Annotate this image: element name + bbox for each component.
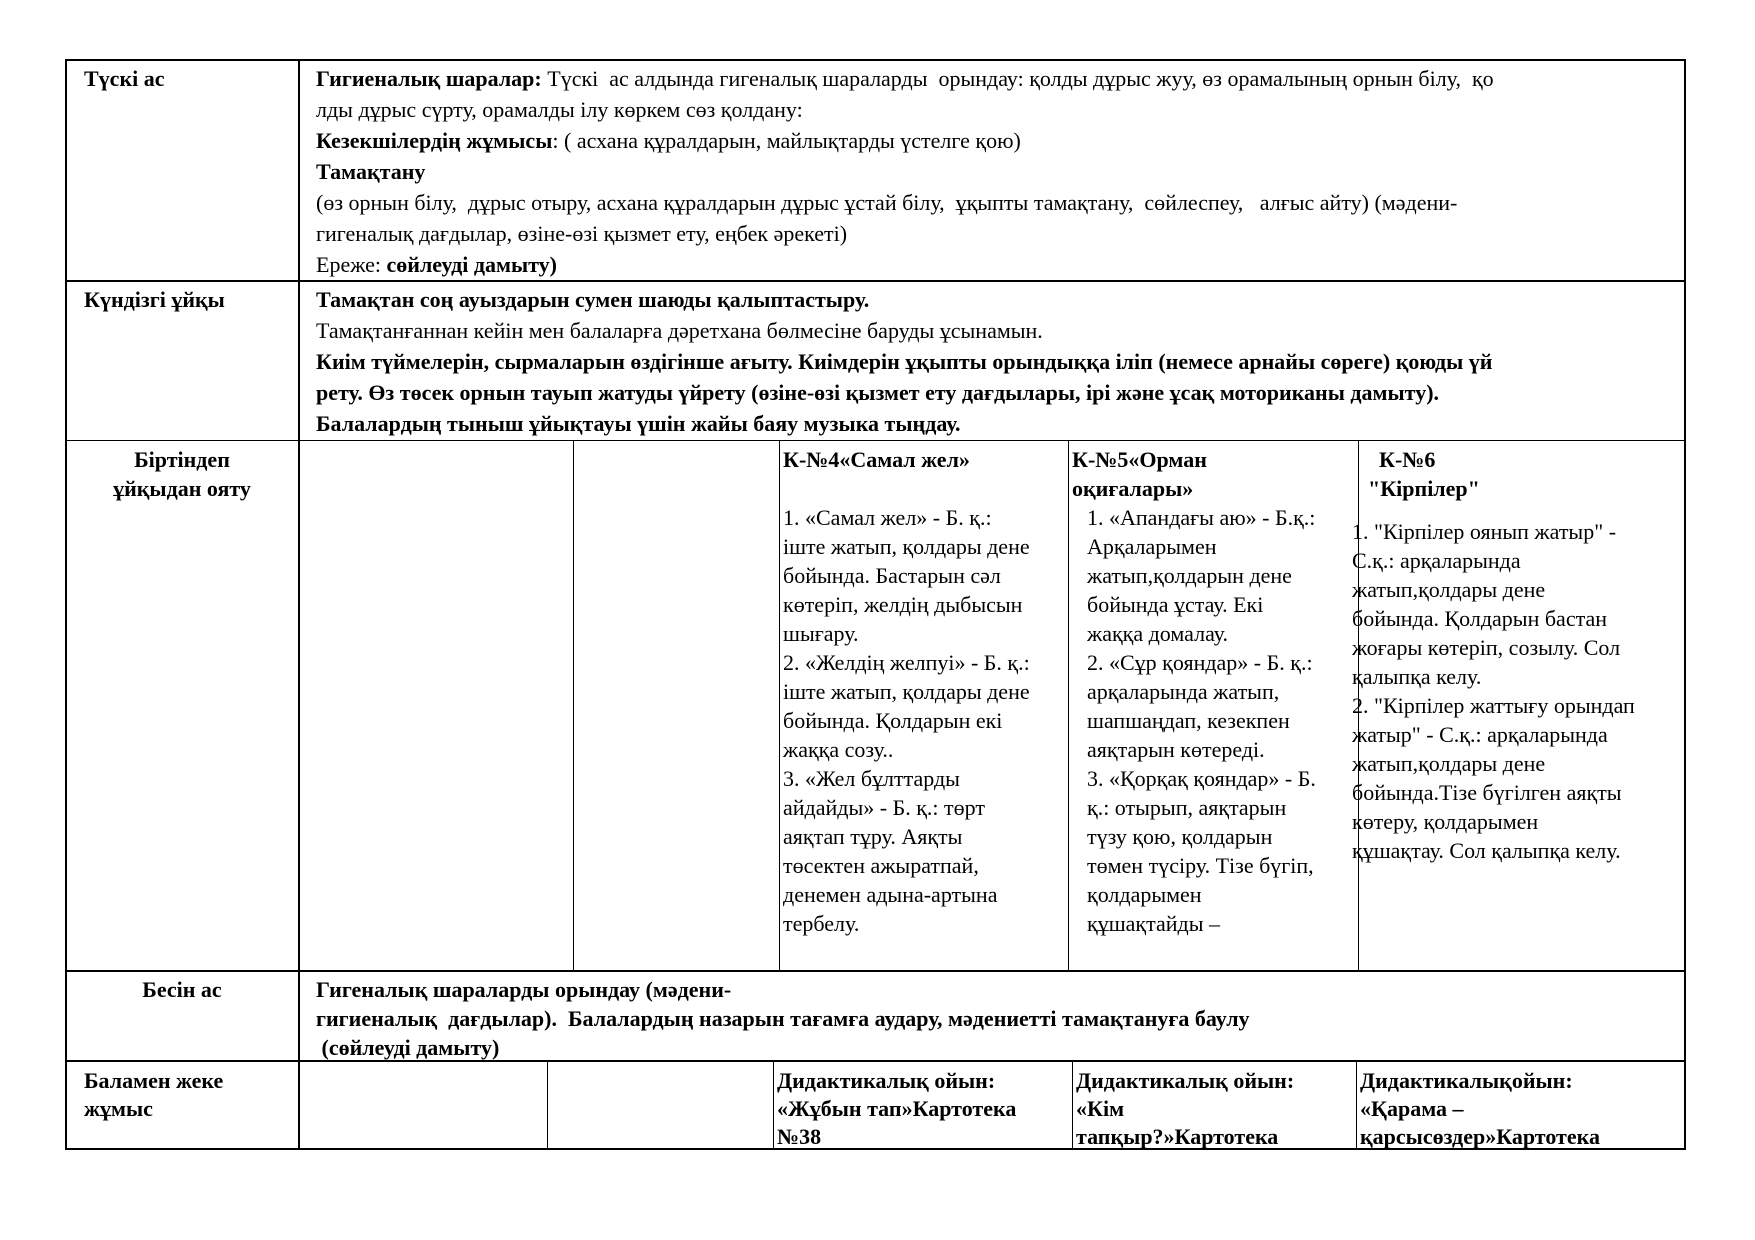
lunch-rule-value: сөйлеуді дамыту) xyxy=(386,252,557,277)
snack-line-2: гигиеналық дағдылар). Балалардың назарын тағамға аудару, мәдениетті тамақтануға баулу xyxy=(316,1006,1250,1031)
lunch-hygiene-text-1: Түскі ас алдында гигеналық шараларды орындау: қолды дұрыс жуу, өз орамалының орнын білу, қо xyxy=(541,66,1494,91)
wake-col5-title-line-1: К-№6 xyxy=(1368,447,1436,472)
lunch-hygiene-title: Гигиеналық шаралар: xyxy=(316,66,542,91)
lunch-eating-title: Тамақтану xyxy=(316,159,426,184)
wake-label-line-1: Біртіндеп xyxy=(134,447,230,472)
snack-line-3: (сөйлеуді дамыту) xyxy=(316,1035,500,1060)
nap-line-1: Тамақтан соң ауыздарын сумен шаюды қалыптастыру. xyxy=(316,287,870,312)
wake-col5-exercise-line: жатыр" - С.қ.: арқаларында xyxy=(1352,722,1608,747)
wake-col4-title-line-1: К-№5«Орман xyxy=(1072,447,1207,472)
wake-col3-exercise-line: айдайды» - Б. қ.: төрт xyxy=(783,795,985,820)
row-divider-lunch-nap xyxy=(65,280,1686,282)
individual-col3-line: «Жұбын тап»Картотека xyxy=(777,1096,1017,1121)
wake-col4-exercise-line: төмен түсіру. Тізе бүгіп, xyxy=(1087,853,1314,878)
wake-col4-exercise-line: қолдарымен xyxy=(1087,882,1202,907)
individual-col3-line: №38 xyxy=(777,1124,822,1149)
wake-col4-exercise-line: Арқаларымен xyxy=(1087,534,1217,559)
wake-col4-exercise-line: 3. «Қорқақ қояндар» - Б. xyxy=(1087,766,1316,791)
wake-col5-exercise-line: жатып,қолдары дене xyxy=(1352,751,1546,776)
wake-col3-title: К-№4«Самал жел» xyxy=(783,447,970,472)
nap-label: Күндізгі ұйқы xyxy=(84,287,225,312)
lunch-duty-line xyxy=(316,126,1021,155)
individual-col5-line: Дидактикалықойын: xyxy=(1360,1068,1573,1093)
wake-col3-exercise-line: 3. «Жел бұлттарды xyxy=(783,766,960,791)
nap-line-5: Балалардың тыныш ұйықтауы үшін жайы баяу музыка тыңдау. xyxy=(316,411,961,436)
wake-col4-title-line-2: оқиғалары» xyxy=(1072,476,1194,501)
wake-col4-exercise-line: құшақтайды – xyxy=(1087,911,1220,936)
wake-col3-exercise-line: төсектен ажыратпай, xyxy=(783,853,979,878)
individual-col-divider-1 xyxy=(547,1060,548,1149)
wake-col-divider-1 xyxy=(573,440,574,971)
wake-col4-exercise-line: түзу қою, қолдарын xyxy=(1087,824,1273,849)
snack-label: Бесін ас xyxy=(142,977,222,1002)
row-divider-wake-snack xyxy=(65,970,1686,972)
wake-col5-exercise-line: бойында.Тізе бүгілген аяқты xyxy=(1352,780,1622,805)
wake-col3-exercise-line: денемен адына-артына xyxy=(783,882,998,907)
label-column-divider xyxy=(298,59,300,1150)
wake-col4-exercise-line: бойында ұстау. Екі xyxy=(1087,592,1264,617)
wake-col5-title-line-2: "Кірпілер" xyxy=(1368,476,1480,501)
wake-col4-exercise-line: шапшаңдап, кезекпен xyxy=(1087,708,1290,733)
lunch-eating-text-1: (өз орнын білу, дұрыс отыру, асхана құралдарын дұрыс ұстай білу, ұқыпты тамақтану, сөйлеспеу, алғыс айту) (мәдени- xyxy=(316,190,1458,215)
wake-col5-exercise-line: жоғары көтеріп, созылу. Сол xyxy=(1352,635,1621,660)
wake-col4-exercise-line: арқаларында жатып, xyxy=(1087,679,1280,704)
wake-col4-exercise-line: қ.: отырып, аяқтарын xyxy=(1087,795,1287,820)
wake-col3-exercise-line: іште жатып, қолдары дене xyxy=(783,534,1030,559)
wake-col5-exercise-line: С.қ.: арқаларында xyxy=(1352,548,1521,573)
wake-col4-exercise-line: 1. «Апандағы аю» - Б.қ.: xyxy=(1087,505,1316,530)
wake-col4-exercise-line: жатып,қолдарын дене xyxy=(1087,563,1292,588)
lunch-hygiene-line-1 xyxy=(316,64,1494,93)
wake-col3-exercise-line: 2. «Желдің желпуі» - Б. қ.: xyxy=(783,650,1030,675)
lunch-eating-text-2: гигеналық дағдылар, өзіне-өзі қызмет ету, еңбек әрекеті) xyxy=(316,221,848,246)
wake-col3-exercise-line: жаққа созу.. xyxy=(783,737,894,762)
wake-col3-exercise-line: шығару. xyxy=(783,621,859,646)
lunch-hygiene-text-2: лды дұрыс сүрту, орамалды ілу көркем сөз қолдану: xyxy=(316,97,803,122)
lunch-label: Түскі ас xyxy=(84,66,165,91)
lunch-duty-text: : ( асхана құралдарын, майлықтарды үстелге қою) xyxy=(552,128,1021,153)
wake-col-divider-2 xyxy=(779,440,780,971)
row-divider-nap-wake xyxy=(65,440,1686,441)
wake-col5-exercise-line: қалыпқа келу. xyxy=(1352,664,1482,689)
individual-col5-line: «Қарама – xyxy=(1360,1096,1464,1121)
wake-col3-exercise-line: аяқтап тұру. Аяқты xyxy=(783,824,963,849)
wake-col3-exercise-line: бойында. Қолдарын екі xyxy=(783,708,1003,733)
wake-col3-exercise-line: іште жатып, қолдары дене xyxy=(783,679,1030,704)
individual-col4-line: Дидактикалық ойын: xyxy=(1076,1068,1295,1093)
wake-col3-exercise-line: көтеріп, желдің дыбысын xyxy=(783,592,1023,617)
wake-col5-exercise-line: 2. "Кірпілер жаттығу орындап xyxy=(1352,693,1635,718)
row-divider-snack-individual xyxy=(65,1060,1686,1062)
wake-col3-exercise-line: бойында. Бастарын сәл xyxy=(783,563,1001,588)
wake-label-line-2: ұйқыдан ояту xyxy=(113,476,251,501)
individual-label-line-1: Баламен жеке xyxy=(84,1068,224,1093)
wake-col5-exercise-line: көтеру, қолдарымен xyxy=(1352,809,1539,834)
nap-line-3: Киім түймелерін, сырмаларын өздігінше ағыту. Киімдерін ұқыпты орындыққа іліп (немесе арнайы сөреге) қоюды үй xyxy=(316,349,1493,374)
wake-col5-exercise-line: 1. "Кірпілер оянып жатыр" - xyxy=(1352,519,1617,544)
lunch-rule-line xyxy=(316,250,557,279)
wake-col4-exercise-line: жаққа домалау. xyxy=(1087,621,1229,646)
wake-col4-exercise-line: 2. «Сұр қояндар» - Б. қ.: xyxy=(1087,650,1313,675)
wake-col5-exercise-line: бойында. Қолдарын бастан xyxy=(1352,606,1607,631)
nap-line-4: рету. Өз төсек орнын тауып жатуды үйрету (өзіне-өзі қызмет ету дағдылары, ірі және ұсақ моториканы дамыту). xyxy=(316,380,1440,405)
table-border-top xyxy=(65,59,1686,61)
individual-col3-line: Дидактикалық ойын: xyxy=(777,1068,996,1093)
individual-col-divider-4 xyxy=(1356,1060,1357,1149)
wake-col-divider-3 xyxy=(1068,440,1069,971)
wake-col3-exercise-line: 1. «Самал жел» - Б. қ.: xyxy=(783,505,992,530)
individual-col5-line: қарсысөздер»Картотека xyxy=(1360,1124,1600,1149)
individual-col4-line: тапқыр?»Картотека xyxy=(1076,1124,1279,1149)
wake-col3-exercise-line: тербелу. xyxy=(783,911,860,936)
wake-col4-exercise-line: аяқтарын көтереді. xyxy=(1087,737,1265,762)
lunch-duty-title: Кезекшілердің жұмысы xyxy=(316,128,553,153)
snack-line-1: Гигеналық шараларды орындау (мәдени- xyxy=(316,977,732,1002)
individual-label-line-2: жұмыс xyxy=(84,1096,153,1121)
individual-col-divider-3 xyxy=(1072,1060,1073,1149)
table-border-right xyxy=(1684,59,1686,1150)
individual-col-divider-2 xyxy=(773,1060,774,1149)
individual-col4-line: «Кім xyxy=(1076,1096,1125,1121)
wake-col5-exercise-line: құшақтау. Сол қалыпқа келу. xyxy=(1352,838,1621,863)
wake-col5-exercise-line: жатып,қолдары дене xyxy=(1352,577,1546,602)
nap-line-2: Тамақтанғаннан кейін мен балаларға дәретхана бөлмесіне баруды ұсынамын. xyxy=(316,318,1043,343)
lunch-rule-prefix: Ереже: xyxy=(316,252,387,277)
